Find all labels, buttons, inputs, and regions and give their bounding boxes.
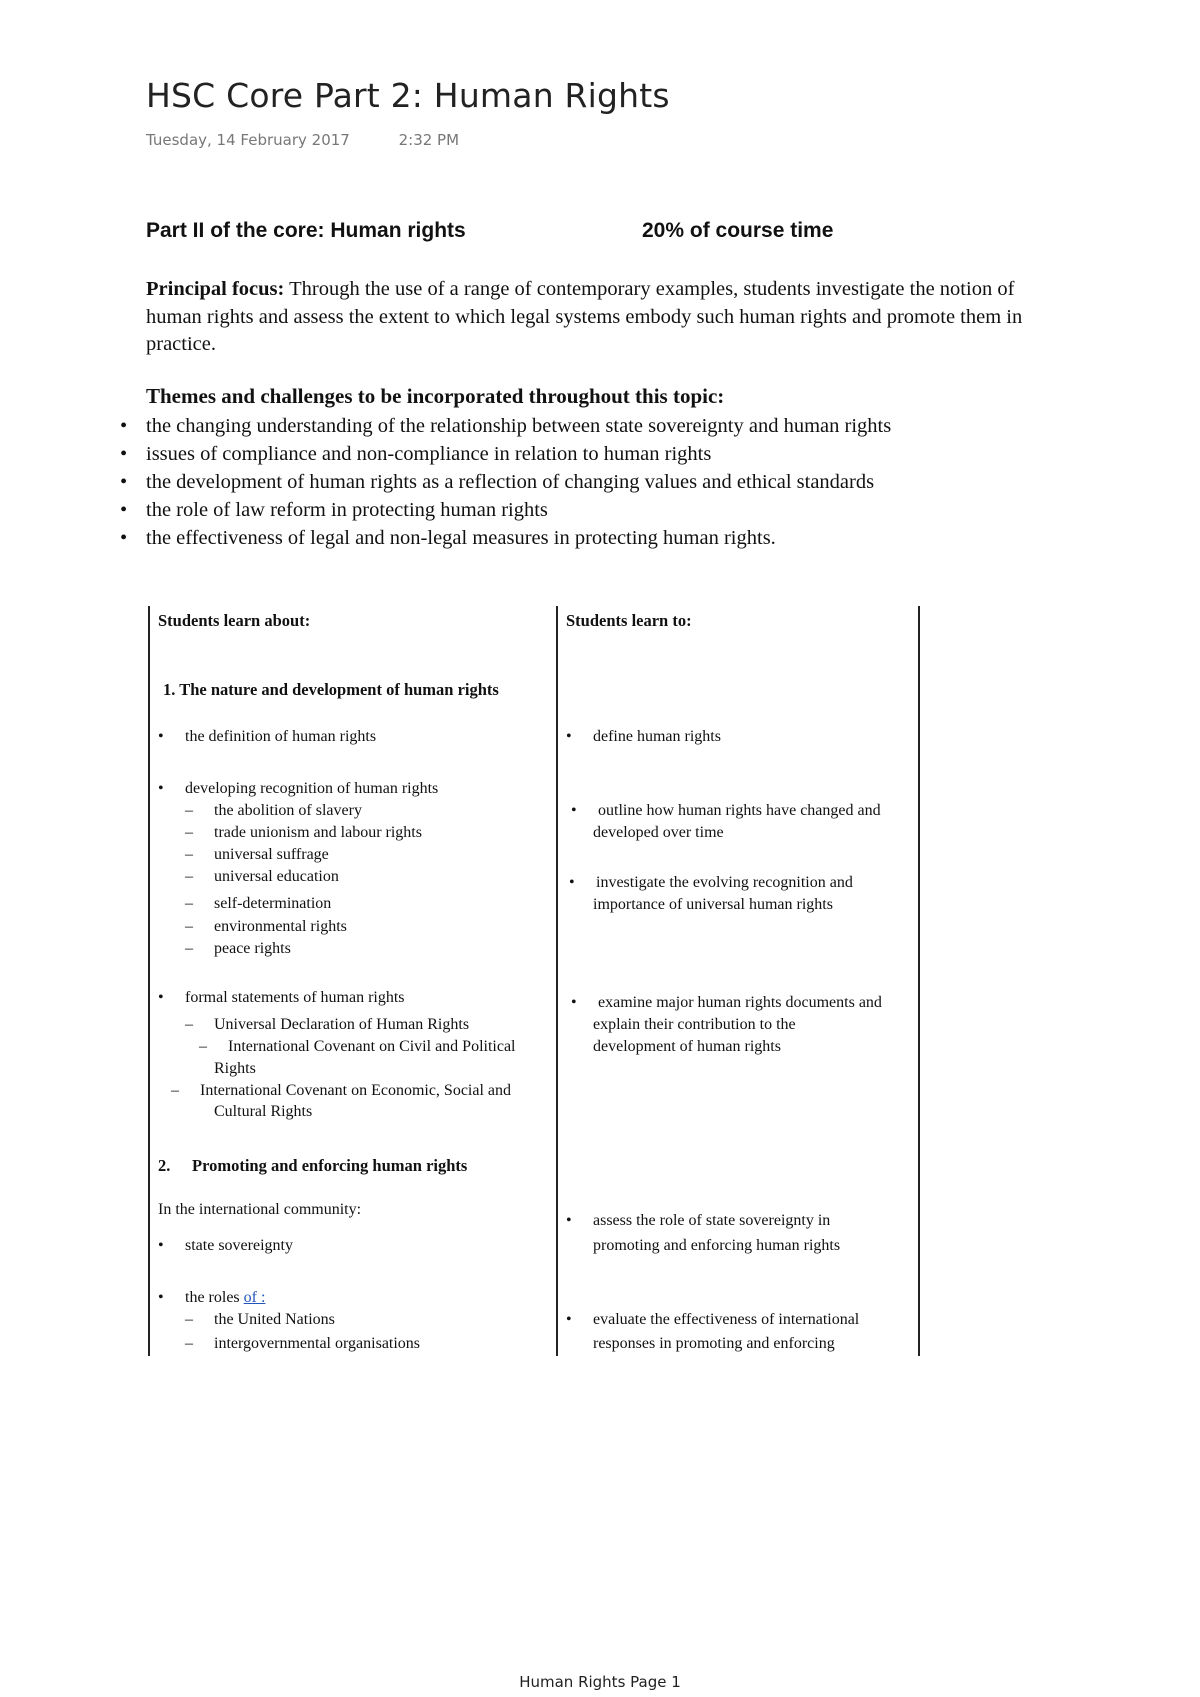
list-item: – peace rights xyxy=(214,938,291,960)
note-date: Tuesday, 14 February 2017 xyxy=(146,131,350,149)
themes-list xyxy=(120,412,891,552)
section-2-heading: Promoting and enforcing human rights xyxy=(192,1156,468,1175)
core-heading xyxy=(146,219,834,243)
list-item-continued: Rights xyxy=(214,1060,256,1077)
principal-focus-label: Principal focus: xyxy=(146,278,285,300)
list-item: • formal statements of human rights xyxy=(185,987,405,1009)
list-item: • the development of human rights as a reflection of changing values and ethical standards xyxy=(120,471,875,493)
list-item: • examine major human rights documents and xyxy=(598,992,882,1014)
list-item-continued: importance of universal human rights xyxy=(593,896,833,913)
col-header-learn-to: Students learn to: xyxy=(566,611,692,630)
list-item: • the changing understanding of the relationship between state sovereignty and human rights xyxy=(120,415,892,437)
list-item: – trade unionism and labour rights xyxy=(214,822,422,844)
list-item: • state sovereignty xyxy=(185,1235,293,1257)
note-timestamp xyxy=(146,131,459,149)
intl-community-label: In the international community: xyxy=(158,1201,362,1218)
table-border-right xyxy=(918,606,920,1356)
note-title: HSC Core Part 2: Human Rights xyxy=(146,76,670,115)
list-item: – Universal Declaration of Human Rights xyxy=(214,1014,469,1036)
col-header-learn-about: Students learn about: xyxy=(158,611,311,630)
core-heading-left: Part II of the core: Human rights xyxy=(146,219,466,242)
list-item: • issues of compliance and non-compliance in relation to human rights xyxy=(120,443,712,465)
principal-focus xyxy=(146,276,1046,359)
page-footer: Human Rights Page 1 xyxy=(519,1673,681,1691)
list-item-continued: developed over time xyxy=(593,824,724,841)
principal-focus-text: Through the use of a range of contemporary examples, students investigate the notion of human rights and assess the extent to which legal systems embody such human rights and promote them in practice. xyxy=(146,278,1023,355)
section-2-number: 2. xyxy=(158,1156,171,1175)
list-item: • the roles of : xyxy=(185,1287,265,1309)
list-item: • the definition of human rights xyxy=(185,726,376,748)
list-item: – the United Nations xyxy=(214,1309,335,1331)
list-item: • evaluate the effectiveness of international xyxy=(593,1309,859,1331)
list-item: – International Covenant on Civil and Political xyxy=(228,1036,516,1058)
list-item-continued: responses in promoting and enforcing xyxy=(593,1335,835,1352)
list-item: – self-determination xyxy=(214,893,331,915)
list-item: • investigate the evolving recognition and xyxy=(596,872,853,894)
list-item: – universal suffrage xyxy=(214,844,329,866)
footnote-link[interactable]: of : xyxy=(243,1289,266,1306)
list-item: – intergovernmental organisations xyxy=(214,1333,420,1355)
list-item: – the abolition of slavery xyxy=(214,800,362,822)
course-time: 20% of course time xyxy=(642,219,834,242)
list-item-continued: Cultural Rights xyxy=(214,1103,313,1120)
themes-heading: Themes and challenges to be incorporated throughout this topic: xyxy=(146,384,725,408)
table-border-left xyxy=(148,606,150,1356)
list-item-continued: explain their contribution to the xyxy=(593,1016,796,1033)
list-item: • assess the role of state sovereignty in xyxy=(593,1210,830,1232)
list-item: – environmental rights xyxy=(214,916,347,938)
note-time: 2:32 PM xyxy=(398,131,460,149)
list-item: • outline how human rights have changed and xyxy=(598,800,881,822)
table-border-middle xyxy=(556,606,558,1356)
list-item: • developing recognition of human rights xyxy=(185,778,438,800)
list-item: • the role of law reform in protecting human rights xyxy=(120,499,548,521)
list-item: • the effectiveness of legal and non-legal measures in protecting human rights. xyxy=(120,527,776,549)
list-item-continued: development of human rights xyxy=(593,1038,781,1055)
syllabus-table xyxy=(148,606,920,1356)
section-1-heading: 1. The nature and development of human rights xyxy=(163,680,499,699)
list-item: – International Covenant on Economic, Social and xyxy=(200,1080,511,1102)
list-item-continued: promoting and enforcing human rights xyxy=(593,1237,841,1254)
list-item: – universal education xyxy=(214,866,339,888)
list-item: • define human rights xyxy=(593,726,721,748)
